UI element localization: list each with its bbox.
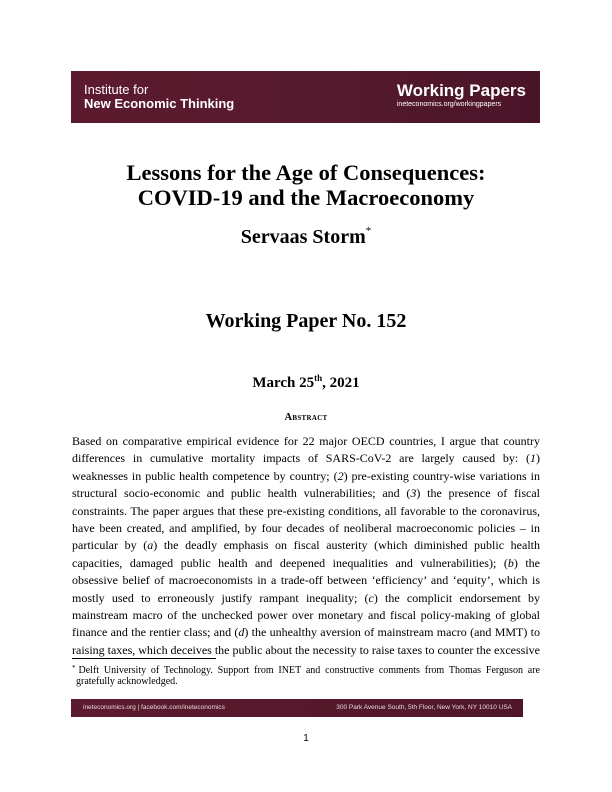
abstract-line-text — [72, 485, 540, 502]
abstract-line — [72, 590, 540, 607]
abstract-line — [72, 537, 540, 554]
footnote-text-1: Delft University of Technology. Support from INET and constructive comments from Thomas Ferguson are — [78, 665, 540, 676]
date-prefix: March 25 — [252, 375, 315, 391]
abstract-line — [72, 433, 540, 450]
working-paper-number: Working Paper No. 152 — [205, 310, 407, 332]
abstract-text: ) the presence of fiscal — [416, 486, 540, 501]
abstract-line-text — [72, 450, 540, 467]
date-year: , 2021 — [322, 375, 360, 391]
inet-logo — [84, 83, 234, 111]
series-url: ineteconomics.org/workingpapers — [396, 101, 502, 108]
abstract-line-text — [72, 433, 540, 450]
abstract-text: differences in cumulative mortality impacts of SARS-CoV-2 are largely caused by: ( — [72, 451, 530, 466]
abstract-line — [72, 607, 540, 624]
footnote — [72, 662, 540, 688]
abstract-line — [72, 555, 540, 572]
author-name: Servaas Storm — [240, 226, 366, 248]
abstract-line — [72, 642, 540, 659]
date-ordinal: th — [314, 373, 323, 383]
abstract-line-text — [72, 624, 540, 641]
abstract-line-text — [72, 468, 540, 485]
abstract-line — [72, 624, 540, 641]
footnote-mark: * — [72, 664, 76, 672]
enumeration-marker: b — [507, 555, 514, 570]
abstract-text: structural socio-economic and public health vulnerabilities; and ( — [72, 486, 411, 501]
abstract-text: ) the unhealthy aversion of mainstream macro (and MMT) to — [244, 625, 540, 640]
series-label — [397, 82, 526, 110]
abstract-text: constraints. The paper argues that these pre-existing conditions, all favorable to the coronavirus, — [72, 503, 540, 518]
page-number: 1 — [303, 733, 309, 744]
abstract-text: weaknesses in public health competence by country; ( — [72, 468, 338, 483]
abstract-text: finance and the rentier class; and ( — [72, 625, 239, 640]
abstract-heading: Abstract — [284, 412, 328, 423]
abstract-text: mainstream macro of the unchecked power over monetary and fiscal policy-making of global — [72, 607, 540, 622]
abstract-line-text — [72, 555, 540, 572]
abstract-text: ) — [536, 451, 540, 466]
enumeration-marker: 2 — [337, 468, 344, 483]
enumeration-marker: 3 — [410, 486, 417, 501]
footer-address: 300 Park Avenue South, 5th Floor, New York, NY 10010 USA — [336, 704, 512, 711]
abstract-line-text — [72, 590, 540, 607]
abstract-text: have been created, and amplified, by four decades of neoliberal macroeconomic policies – in — [72, 520, 540, 535]
inet-header-banner — [71, 71, 540, 123]
abstract-line — [72, 468, 540, 485]
abstract-text: capacities, damaged public health and deepened inequalities and vulnerabilities); ( — [72, 555, 508, 570]
title-line-2: COVID-19 and the Macroeconomy — [137, 185, 475, 210]
abstract-body — [72, 433, 540, 659]
abstract-line — [72, 520, 540, 537]
abstract-line — [72, 572, 540, 589]
inet-footer-banner — [71, 699, 523, 717]
abstract-text: raising taxes, which deceives the public about the necessity to raise taxes to counter the excessive — [72, 642, 540, 657]
abstract-text: ) the deadly emphasis on fiscal austerity (which diminished public health — [153, 538, 540, 553]
abstract-line-text — [72, 572, 540, 589]
abstract-text: obsessive belief of macroeconomists in a trade-off between ‘efficiency’ and ‘equity’, which is — [72, 573, 540, 588]
footer-links: ineteconomics.org | facebook.com/ineteconomics — [83, 704, 225, 711]
footnote-line-2: gratefully acknowledged. — [76, 676, 178, 687]
abstract-text: Based on comparative empirical evidence for 22 major OECD countries, I argue that country — [72, 434, 540, 448]
abstract-text: ) the complicit endorsement by — [373, 590, 540, 605]
date — [0, 373, 612, 392]
enumeration-marker: a — [147, 538, 154, 553]
abstract-text: mostly used to erroneously justify rampant inequality; ( — [72, 590, 369, 605]
abstract-line-text — [72, 520, 540, 537]
logo-line-2: New Economic Thinking — [84, 96, 235, 111]
abstract-text: ) pre-existing country-wise variations in — [343, 468, 540, 483]
logo-line-1: Institute for — [84, 82, 149, 97]
abstract-line — [72, 503, 540, 520]
abstract-line-text — [72, 607, 540, 624]
abstract-line-text — [72, 642, 540, 659]
abstract-text: particular by ( — [72, 538, 148, 553]
enumeration-marker: c — [368, 590, 374, 605]
abstract-line — [72, 450, 540, 467]
footnote-line-1 — [72, 662, 540, 675]
abstract-line — [72, 485, 540, 502]
author — [0, 225, 612, 249]
abstract-line-text — [72, 503, 540, 520]
author-footnote-mark: * — [365, 225, 372, 237]
abstract-text: ) the — [513, 555, 540, 570]
abstract-line-text — [72, 537, 540, 554]
enumeration-marker: d — [238, 625, 245, 640]
paper-title — [0, 160, 612, 210]
title-line-1: Lessons for the Age of Consequences: — [126, 160, 486, 185]
enumeration-marker: 1 — [530, 451, 536, 466]
series-title: Working Papers — [396, 81, 526, 100]
footnote-divider — [72, 658, 216, 659]
